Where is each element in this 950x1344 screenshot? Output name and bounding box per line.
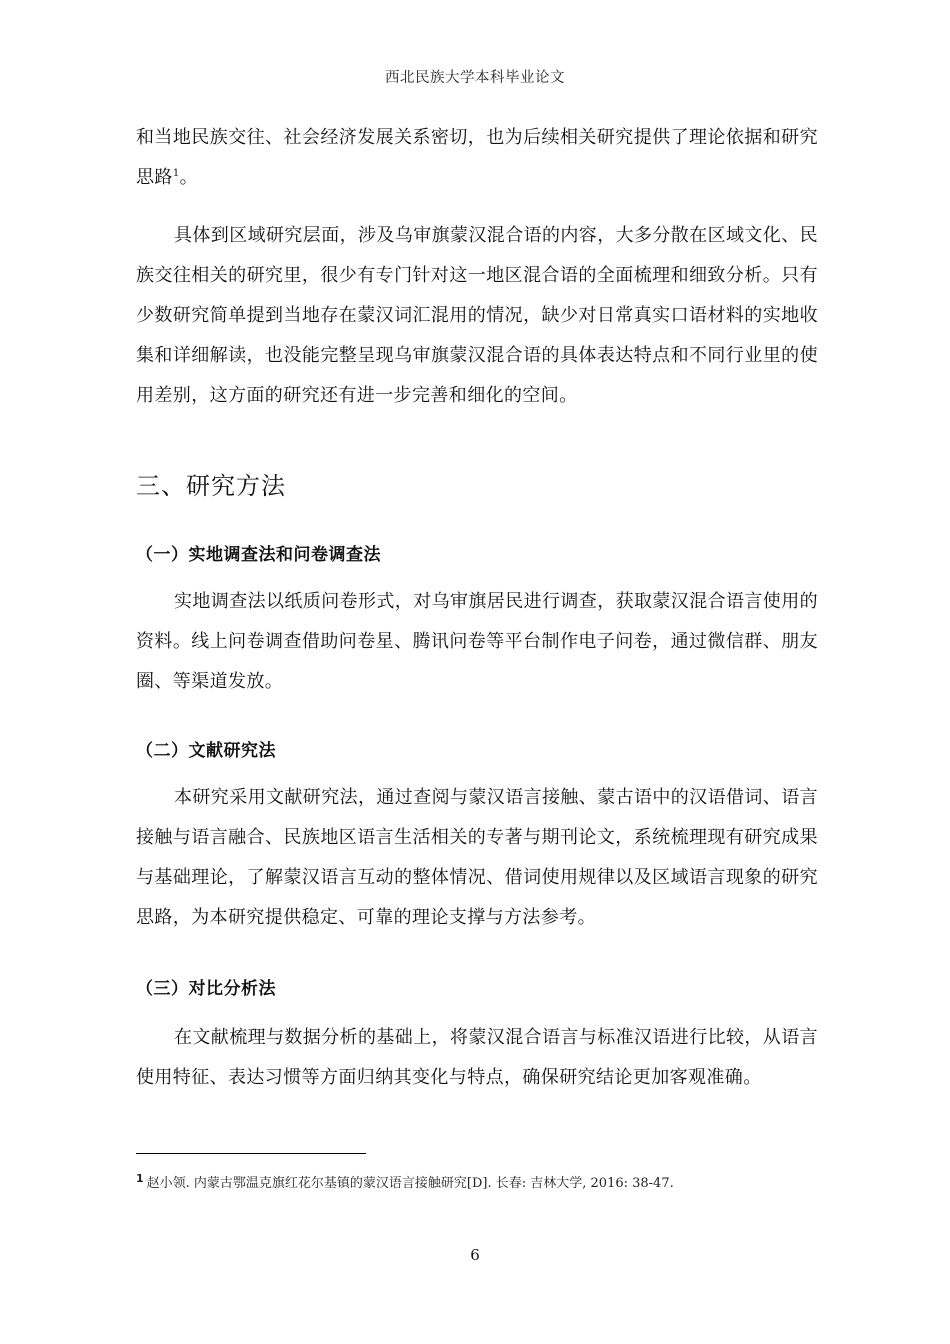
paragraph-2-text: 具体到区域研究层面，涉及乌审旗蒙汉混合语的内容，大多分散在区域文化、民族交往相关的研究里，很少有专门针对这一地区混合语的全面梳理和细致分析。只有少数研究简单提到当地存在蒙汉词汇混用的情况，缺少对日常真实口语材料的实地收集和详细解读，也没能完整呈现乌审旗蒙汉混合语的具体表达特点和不同行业里的使用差别，这方面的研究还有进一步完善和细化的空间。 — [136, 225, 818, 406]
subsection-heading-3: （三）对比分析法 — [136, 979, 276, 999]
paragraph-5-text: 在文献梳理与数据分析的基础上，将蒙汉混合语言与标准汉语进行比较，从语言使用特征、表达习惯等方面归纳其变化与特点，确保研究结论更加客观准确。 — [136, 1027, 818, 1088]
subsection-heading-1: （一）实地调查法和问卷调查法 — [136, 545, 381, 565]
footnote-mark: 1 — [136, 1172, 144, 1185]
footnote-ref[interactable]: 1 — [172, 168, 180, 179]
footnote-separator — [136, 1153, 366, 1154]
footnote — [136, 1172, 836, 1191]
page-number: 6 — [470, 1246, 480, 1264]
paragraph-4 — [136, 778, 818, 938]
paragraph-2 — [136, 216, 818, 416]
paragraph-4-text: 本研究采用文献研究法，通过查阅与蒙汉语言接触、蒙古语中的汉语借词、语言接触与语言融合、民族地区语言生活相关的专著与期刊论文，系统梳理现有研究成果与基础理论，了解蒙汉语言互动的整体情况、借词使用规律以及区域语言现象的研究思路，为本研究提供稳定、可靠的理论支撑与方法参考。 — [136, 787, 818, 928]
paragraph-5 — [136, 1018, 818, 1098]
page-header: 西北民族大学本科毕业论文 — [385, 70, 565, 86]
paragraph-3 — [136, 582, 818, 702]
paragraph-3-text: 实地调查法以纸质问卷形式，对乌审旗居民进行调查，获取蒙汉混合语言使用的资料。线上问卷调查借助问卷星、腾讯问卷等平台制作电子问卷，通过微信群、朋友圈、等渠道发放。 — [136, 591, 818, 692]
paragraph-continued — [136, 118, 818, 198]
section-heading: 三、研究方法 — [136, 472, 286, 500]
subsection-heading-2: （二）文献研究法 — [136, 741, 276, 761]
paragraph-1-text: 和当地民族交往、社会经济发展关系密切，也为后续相关研究提供了理论依据和研究思路 — [136, 127, 818, 188]
paragraph-1-end: 。 — [179, 167, 198, 188]
footnote-text: 赵小领. 内蒙古鄂温克旗红花尔基镇的蒙汉语言接触研究[D]. 长春: 吉林大学, 2016: 38-47. — [146, 1176, 674, 1191]
